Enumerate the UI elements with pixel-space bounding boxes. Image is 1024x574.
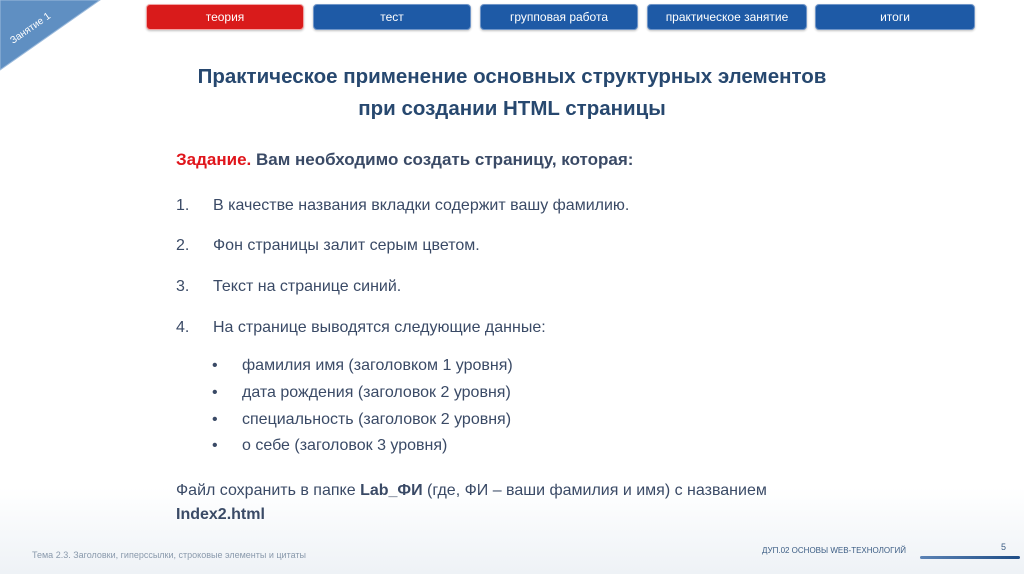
tab-results[interactable]: итоги (815, 4, 975, 30)
bullet-item (212, 437, 447, 455)
bullet-item (212, 384, 511, 402)
list-item (176, 197, 629, 215)
list-text: На странице выводятся следующие данные: (213, 319, 546, 336)
title-line-2: при создании HTML страницы (358, 97, 666, 120)
footer-topic: Тема 2.3. Заголовки, гиперссылки, строковые элементы и цитаты (32, 550, 306, 560)
bullet-icon: • (212, 384, 218, 401)
list-number: 4. (176, 319, 190, 336)
bullet-text: о себе (заголовок 3 уровня) (242, 437, 448, 454)
list-text: В качестве названия вкладки содержит вашу фамилию. (213, 197, 630, 214)
list-text: Фон страницы залит серым цветом. (213, 237, 480, 254)
file-middle: (где, ФИ – ваши фамилия и имя) с названием (422, 482, 767, 499)
task-heading (176, 150, 633, 170)
bullet-icon: • (212, 411, 218, 428)
list-item (176, 319, 546, 337)
list-item (176, 278, 401, 296)
bullet-item (212, 357, 513, 375)
list-text: Текст на странице синий. (213, 278, 402, 295)
page-number: 5 (1001, 542, 1007, 552)
bullet-text: специальность (заголовок 2 уровня) (242, 411, 512, 428)
bullet-item (212, 411, 511, 429)
list-number: 1. (176, 197, 190, 214)
title-line-1: Практическое применение основных структурных элементов (197, 65, 827, 88)
file-prefix: Файл сохранить в папке (176, 482, 361, 499)
task-text: Вам необходимо создать страницу, которая: (255, 150, 634, 169)
list-number: 2. (176, 237, 190, 254)
footer-course: ДУП.02 ОСНОВЫ WEB-ТЕХНОЛОГИЙ (762, 546, 906, 555)
tab-test[interactable]: тест (313, 4, 471, 30)
tab-practical[interactable]: практическое занятие (647, 4, 807, 30)
tab-group-work[interactable]: групповая работа (480, 4, 638, 30)
tab-theory[interactable]: теория (146, 4, 304, 30)
bullet-text: фамилия имя (заголовком 1 уровня) (242, 357, 513, 374)
task-keyword: Задание. (176, 150, 252, 169)
bullet-icon: • (212, 357, 218, 374)
page-title (0, 61, 1024, 125)
folder-name: Lab_ФИ (360, 482, 423, 499)
bullet-icon: • (212, 437, 218, 454)
list-item (176, 237, 480, 255)
file-instruction (176, 479, 936, 527)
lesson-label: Занятие 1 (8, 10, 53, 47)
footer-accent-line (920, 556, 1020, 559)
file-name: Index2.html (176, 506, 265, 523)
list-number: 3. (176, 278, 190, 295)
bullet-text: дата рождения (заголовок 2 уровня) (242, 384, 511, 401)
